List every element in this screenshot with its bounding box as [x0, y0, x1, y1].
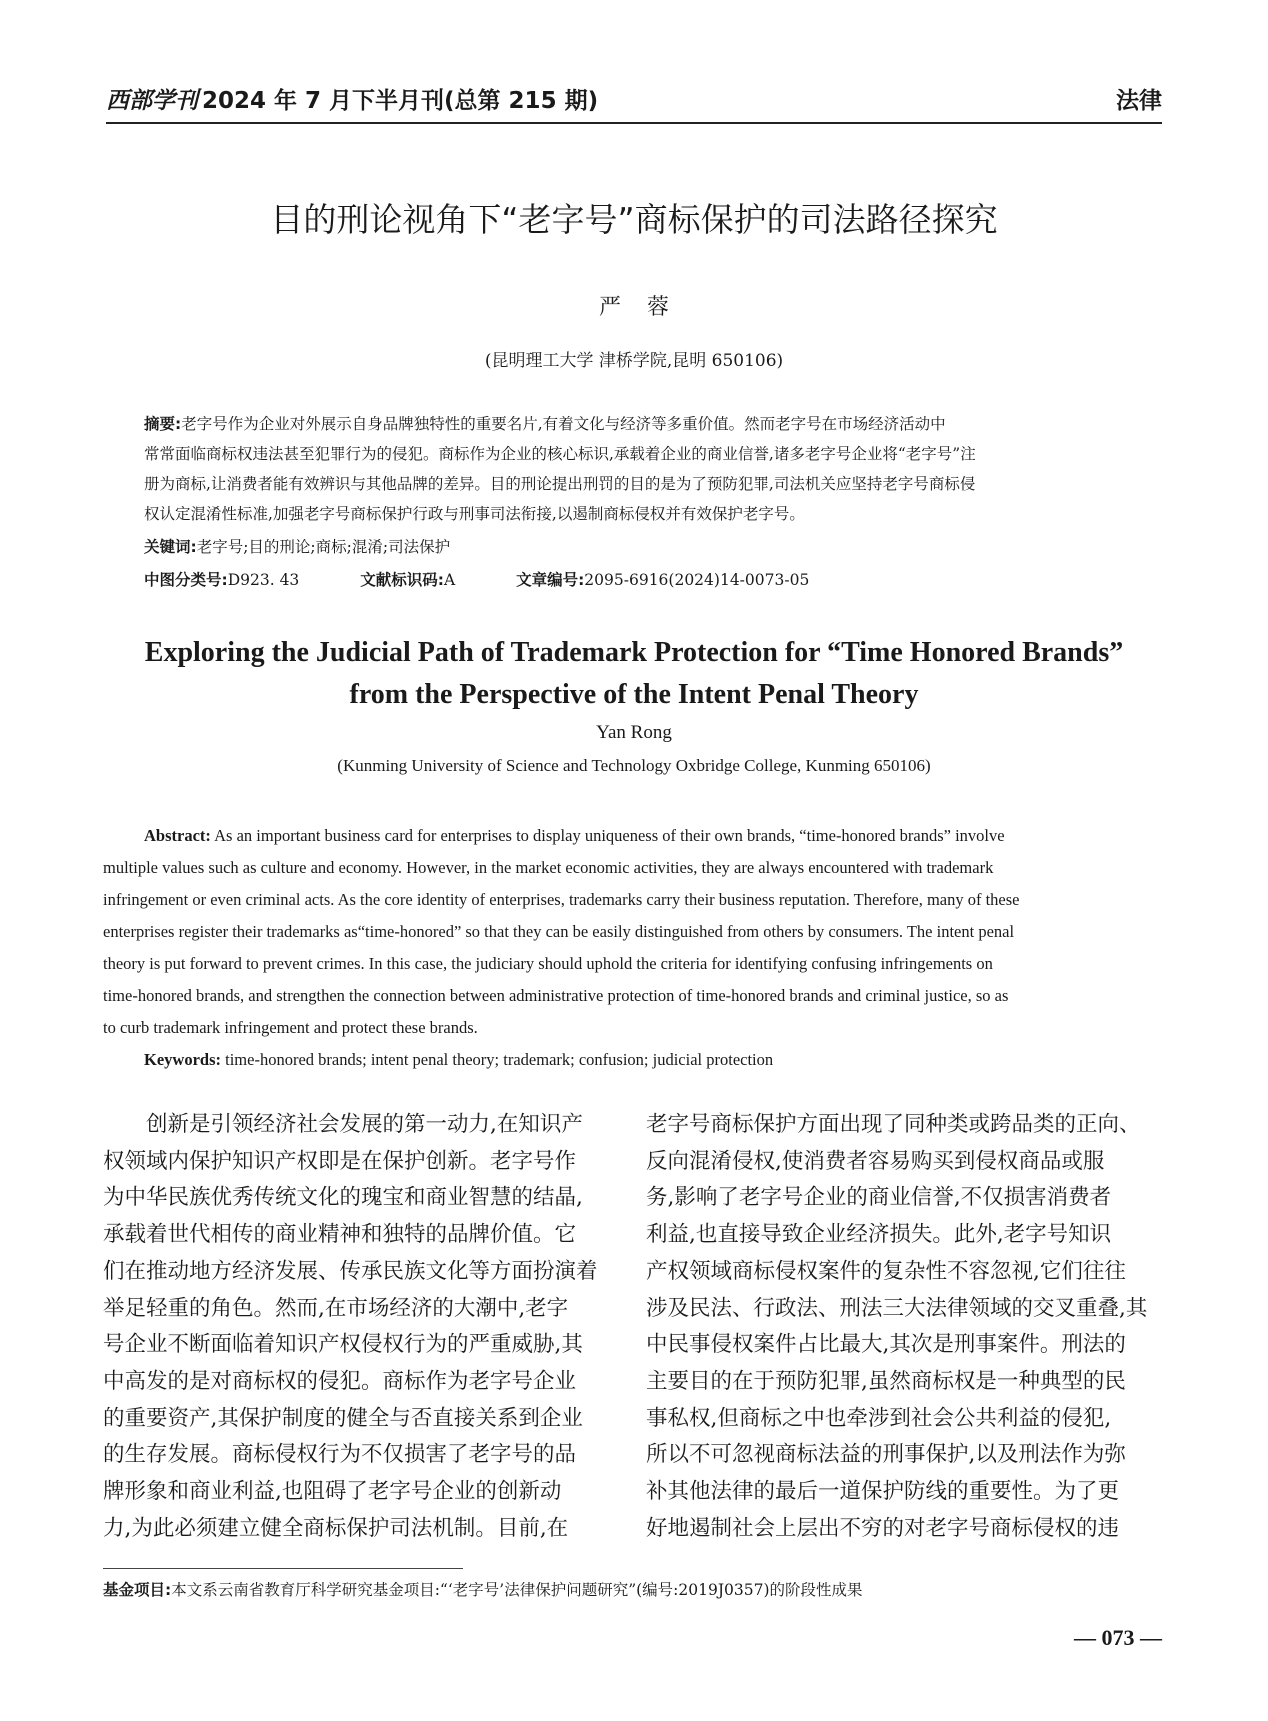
english-abstract-line: multiple values such as culture and economy. However, in the market economic activities, they are always encountered with trademark	[103, 858, 994, 877]
body-line: 号企业不断面临着知识产权侵权行为的严重威胁,其	[103, 1332, 583, 1358]
footnote-label: 基金项目:	[103, 1581, 172, 1599]
body-line: 力,为此必须建立健全商标保护司法机制。目前,在	[103, 1515, 569, 1541]
body-line: 产权领域商标侵权案件的复杂性不容忽视,它们往往	[646, 1258, 1126, 1284]
chinese-author: 严蓉	[598, 295, 695, 320]
article-meta	[144, 568, 809, 590]
chinese-abstract-line: 权认定混淆性标准,加强老字号商标保护行政与刑事司法衔接,以遏制商标侵权并有效保护老字号。	[144, 505, 805, 523]
english-abstract-line: theory is put forward to prevent crimes. In this case, the judiciary should uphold the criteria for identifying confusing infringements on	[103, 954, 993, 973]
chinese-affiliation: (昆明理工大学 津桥学院,昆明 650106)	[484, 351, 784, 371]
abstract-label: 摘要:	[144, 415, 182, 433]
page-number: — 073 —	[1074, 1625, 1162, 1650]
keywords-label: 关键词:	[144, 538, 197, 556]
english-keywords: Keywords: time-honored brands; intent penal theory; trademark; confusion; judicial protection	[144, 1050, 774, 1069]
chinese-title: 目的刑论视角下“老字号”商标保护的司法路径探究	[270, 200, 998, 239]
body-line: 中高发的是对商标权的侵犯。商标作为老字号企业	[103, 1368, 577, 1394]
article-no-value: 2095-6916(2024)14-0073-05	[584, 571, 810, 589]
chinese-abstract-line: 摘要:老字号作为企业对外展示自身品牌独特性的重要名片,有着文化与经济等多重价值。然而老字号在市场经济活动中	[144, 415, 946, 433]
journal-issue	[106, 86, 598, 116]
footnote-rule	[103, 1568, 463, 1569]
chinese-keywords: 关键词:老字号;目的刑论;商标;混淆;司法保护	[144, 538, 451, 556]
doc-code-value: A	[443, 571, 456, 589]
body-line: 们在推动地方经济发展、传承民族文化等方面扮演着	[103, 1258, 598, 1284]
body-line: 权领域内保护知识产权即是在保护创新。老字号作	[103, 1148, 577, 1174]
doc-code-label: 文献标识码:	[360, 571, 444, 589]
body-line: 主要目的在于预防犯罪,虽然商标权是一种典型的民	[646, 1368, 1126, 1394]
classification-label: 中图分类号:	[144, 571, 228, 589]
english-abstract-line: enterprises register their trademarks as“time-honored” so that they can be easily distinguished from others by consumers. The intent penal	[103, 922, 1015, 941]
english-author: Yan Rong	[596, 722, 672, 743]
body-line: 的生存发展。商标侵权行为不仅损害了老字号的品	[103, 1442, 577, 1468]
footnote: 基金项目:本文系云南省教育厅科学研究基金项目:“‘老字号’法律保护问题研究”(编号:2019J0357)的阶段性成果	[103, 1581, 863, 1599]
english-abstract-line: time-honored brands, and strengthen the connection between administrative protection of time-honored brands and criminal justice, so as	[103, 986, 1009, 1005]
abstract-en-label: Abstract:	[144, 826, 211, 845]
body-line: 中民事侵权案件占比最大,其次是刑事案件。刑法的	[646, 1332, 1126, 1358]
body-line: 牌形象和商业利益,也阻碍了老字号企业的创新动	[103, 1479, 562, 1505]
article-no-label: 文章编号:	[516, 571, 585, 589]
running-header	[106, 86, 1162, 126]
body-line: 务,影响了老字号企业的商业信誉,不仅损害消费者	[646, 1185, 1112, 1211]
english-abstract-line: to curb trademark infringement and protect these brands.	[103, 1018, 478, 1037]
journal-logo: 西部学刊	[106, 87, 198, 114]
chinese-abstract-line: 册为商标,让消费者能有效辨识与其他品牌的差异。目的刑论提出刑罚的目的是为了预防犯罪,司法机关应坚持老字号商标侵	[144, 475, 976, 493]
body-line: 反向混淆侵权,使消费者容易购买到侵权商品或服	[646, 1148, 1105, 1174]
section-label: 法律	[1116, 88, 1162, 114]
body-line: 举足轻重的角色。然而,在市场经济的大潮中,老字	[103, 1295, 569, 1321]
body-line: 好地遏制社会上层出不穷的对老字号商标侵权的违	[646, 1515, 1120, 1541]
body-line: 为中华民族优秀传统文化的瑰宝和商业智慧的结晶,	[103, 1185, 583, 1211]
body-line: 涉及民法、行政法、刑法三大法律领域的交叉重叠,其	[646, 1295, 1148, 1321]
body-line: 创新是引领经济社会发展的第一动力,在知识产	[103, 1112, 583, 1137]
chinese-abstract-line: 常常面临商标权违法甚至犯罪行为的侵犯。商标作为企业的核心标识,承载着企业的商业信誉,诸多老字号企业将“老字号”注	[144, 445, 976, 463]
english-title: Exploring the Judicial Path of Trademark Protection for “Time Honored Brands” from the Perspective of the Intent Penal Theory	[144, 637, 1124, 710]
issue-label: 2024 年 7 月下半月刊(总第 215 期)	[202, 88, 599, 114]
body-line: 事私权,但商标之中也牵涉到社会公共利益的侵犯,	[646, 1405, 1112, 1431]
body-column-left	[103, 1107, 619, 1547]
body-column-right	[646, 1107, 1162, 1547]
body-line: 利益,也直接导致企业经济损失。此外,老字号知识	[646, 1222, 1112, 1248]
body-line: 老字号商标保护方面出现了同种类或跨品类的正向、	[646, 1112, 1141, 1137]
english-abstract-line: infringement or even criminal acts. As the core identity of enterprises, trademarks carry their business reputation. Therefore, many of these	[103, 890, 1020, 909]
body-line: 所以不可忽视商标法益的刑事保护,以及刑法作为弥	[646, 1442, 1126, 1468]
body-line: 的重要资产,其保护制度的健全与否直接关系到企业	[103, 1405, 583, 1431]
classification-value: D923. 43	[227, 571, 300, 589]
english-affiliation: (Kunming University of Science and Technology Oxbridge College, Kunming 650106)	[337, 756, 931, 775]
header-rule	[106, 122, 1162, 124]
body-line: 补其他法律的最后一道保护防线的重要性。为了更	[646, 1479, 1120, 1505]
body-line: 承载着世代相传的商业精神和独特的品牌价值。它	[103, 1222, 577, 1248]
english-abstract-line: Abstract: As an important business card for enterprises to display uniqueness of their own brands, “time-honored brands” involve	[144, 826, 1005, 845]
keywords-en-label: Keywords:	[144, 1050, 221, 1069]
